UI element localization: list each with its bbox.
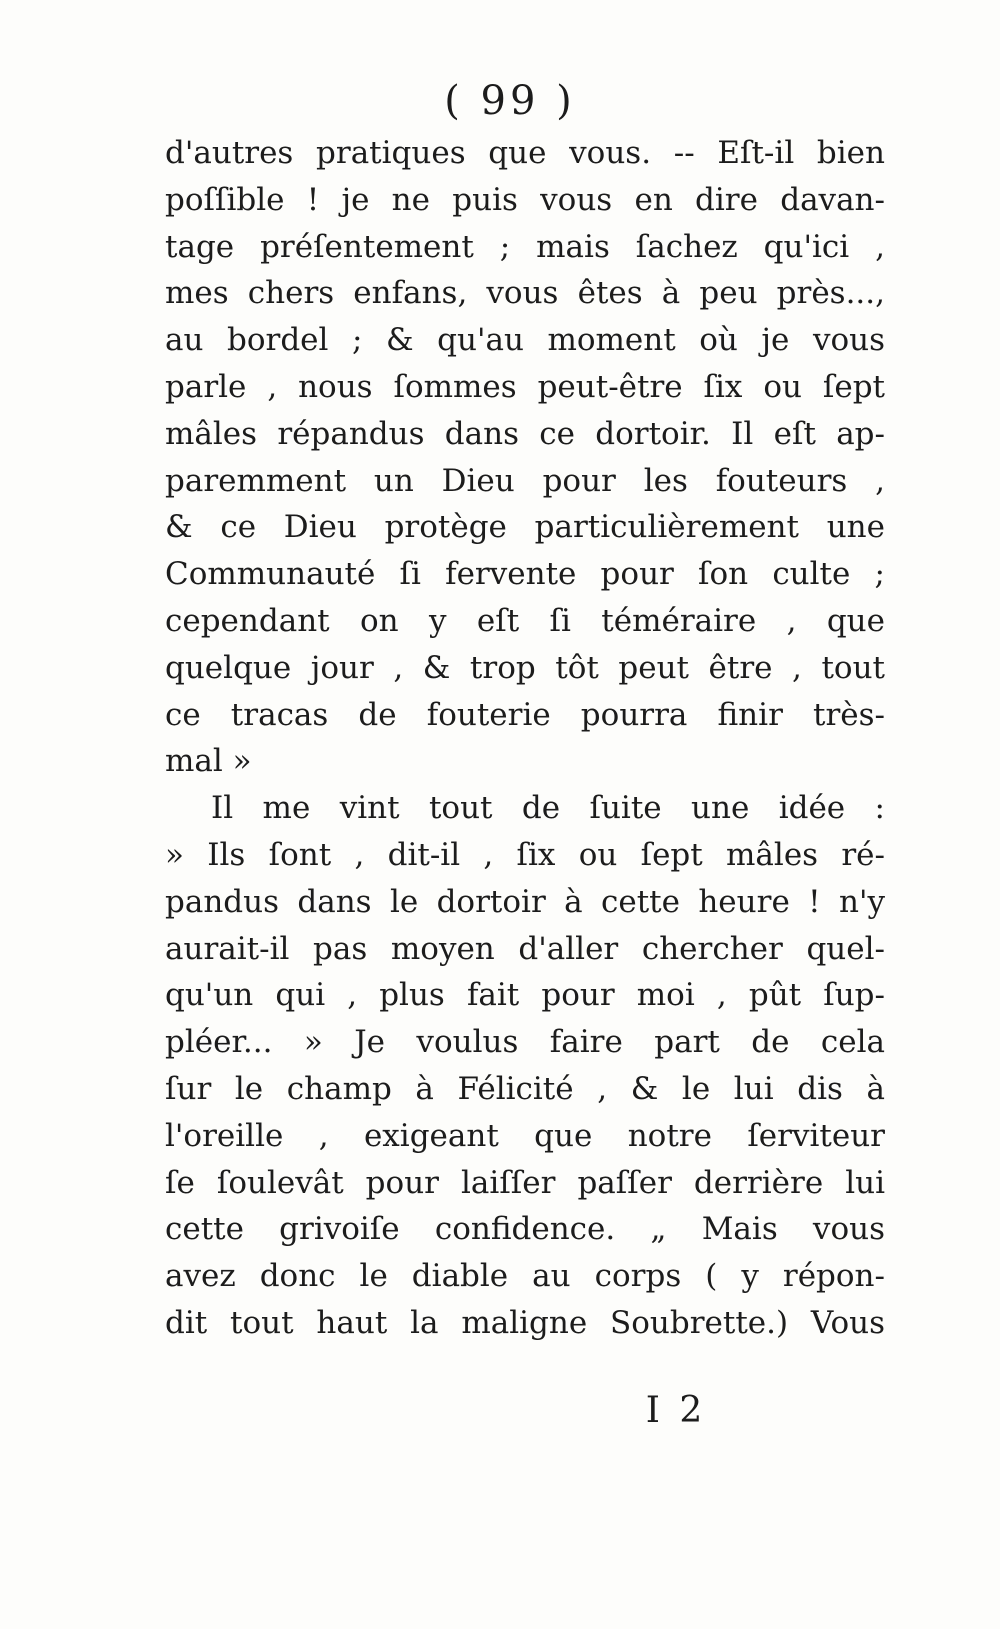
text-line: mal » [165, 743, 252, 780]
page-number: ( 99 ) [444, 78, 576, 124]
text-line: d'autres pratiques que vous. -- Eſt-il bien [165, 135, 885, 171]
text-line: quelque jour , & trop tôt peut être , tout [165, 649, 885, 686]
text-line: Il me vint tout de ſuite une idée : [211, 790, 885, 827]
text-line: Communauté ſi fervente pour ſon culte ; [165, 556, 885, 593]
text-line: avez donc le diable au corps ( y répon- [165, 1258, 885, 1295]
text-line: tage préſentement ; mais ſachez qu'ici , [165, 228, 885, 265]
text-line: au bordel ; & qu'au moment où je vous [165, 322, 885, 359]
signature-mark: I 2 [645, 1390, 707, 1431]
text-line: aurait-il pas moyen d'aller chercher quel- [165, 930, 885, 967]
text-line: parle , nous ſommes peut-être ſix ou ſept [165, 368, 885, 405]
text-line: & ce Dieu protège particulièrement une [165, 509, 885, 546]
body-text [165, 130, 885, 1347]
text-line: ſe ſoulevât pour laiſſer paſſer derrière lui [165, 1164, 885, 1201]
text-line: mes chers enfans, vous êtes à peu près..., [165, 275, 885, 312]
text-line: cependant on y eſt ſi téméraire , que [165, 602, 885, 639]
text-line: cette grivoiſe confidence. „ Mais vous [165, 1211, 885, 1248]
text-line: » Ils ſont , dit-il , ſix ou ſept mâles ré- [165, 836, 885, 873]
text-line: qu'un qui , plus fait pour moi , pût ſup- [165, 977, 885, 1014]
text-line: l'oreille , exigeant que notre ſerviteur [165, 1117, 885, 1154]
text-line: ce tracas de fouterie pourra finir très- [165, 696, 885, 733]
text-line: dit tout haut la maligne Soubrette.) Vous [165, 1304, 885, 1341]
text-line: pandus dans le dortoir à cette heure ! n'y [165, 883, 885, 920]
text-line: poſſible ! je ne puis vous en dire davan- [165, 181, 885, 218]
text-line: ſur le champ à Félicité , & le lui dis à [165, 1070, 885, 1107]
text-line: pléer... » Je voulus faire part de cela [165, 1024, 885, 1061]
text-line: paremment un Dieu pour les fouteurs , [165, 462, 885, 499]
text-line: mâles répandus dans ce dortoir. Il eſt ap- [165, 415, 885, 452]
